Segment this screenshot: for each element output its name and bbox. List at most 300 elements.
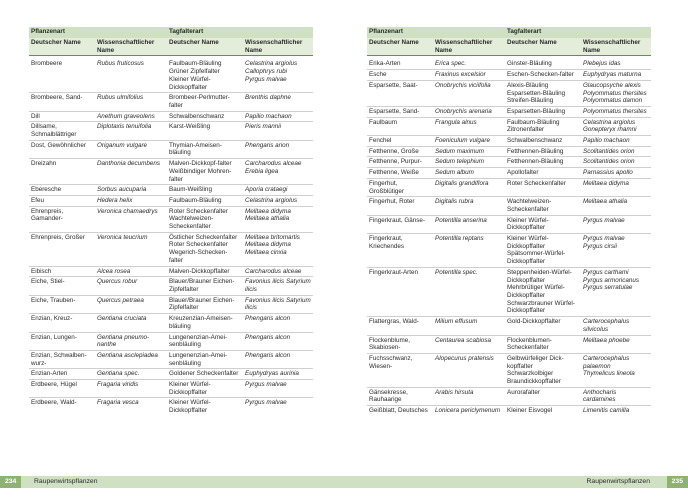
butterfly-german-names bbox=[505, 215, 581, 233]
plant-scientific-name: Foeniculum vulgare bbox=[433, 136, 505, 147]
butterfly-german-name: Fetthennen-Bläuling bbox=[507, 147, 564, 155]
butterfly-scientific-names bbox=[581, 157, 651, 168]
butterfly-german-names bbox=[505, 80, 581, 106]
table-row bbox=[29, 369, 313, 380]
table-row bbox=[29, 206, 313, 232]
butterfly-german-names bbox=[167, 111, 243, 122]
plant-scientific-name: Sedum maximum bbox=[433, 146, 505, 157]
table-row bbox=[367, 80, 651, 106]
plant-scientific-name: Rubus fruticosus bbox=[97, 60, 144, 68]
butterfly-scientific-names bbox=[581, 197, 651, 215]
butterfly-german-name: Streifen-Bläuling bbox=[507, 97, 554, 105]
plant-scientific-name: Milium effusum bbox=[433, 317, 505, 335]
butterfly-scientific-name: Favonius ilicis Satyrium ilicis bbox=[245, 296, 311, 312]
butterfly-german-names bbox=[167, 332, 243, 350]
butterfly-german-name: Esparsetten-Bläuling bbox=[507, 89, 566, 97]
plant-scientific-name: Alcea rosea bbox=[95, 266, 167, 277]
butterfly-german-names bbox=[505, 267, 581, 316]
plant-scientific-name: Quercus robur bbox=[95, 277, 167, 295]
table-row bbox=[367, 157, 651, 168]
butterfly-scientific-names bbox=[581, 353, 651, 387]
table-row bbox=[29, 232, 313, 266]
butterfly-scientific-header: Wissenschaftlicher Name bbox=[243, 38, 313, 56]
butterfly-german-name: Gold-Dickkopffalter bbox=[507, 318, 561, 326]
butterfly-german-name: Roter Scheckenfalter bbox=[507, 179, 566, 187]
butterfly-german-names bbox=[505, 146, 581, 157]
butterfly-scientific-name: Brenthis daphne bbox=[245, 94, 291, 102]
table-body bbox=[29, 56, 313, 416]
butterfly-scientific-name: Carterocephalus palaemon bbox=[583, 354, 630, 370]
butterfly-german-name: Kleiner Würfel-Dickkopffalter bbox=[507, 235, 549, 250]
butterfly-scientific-name: Carterocephalus silvicolus bbox=[583, 318, 630, 333]
butterfly-scientific-name: Melitaea athalia bbox=[583, 198, 628, 206]
butterfly-german-name: Schwalbenschwanz bbox=[507, 137, 563, 145]
butterfly-german-name: Blauer/Brauner Eichen-Zipfelfalter bbox=[169, 278, 235, 293]
plant-scientific-name: Onobrychis viciifolia bbox=[433, 80, 505, 106]
butterfly-scientific-names bbox=[581, 117, 651, 135]
butterfly-scientific-names bbox=[243, 185, 313, 196]
plant-scientific-name: Fraxinus excelsior bbox=[433, 70, 505, 81]
plant-german-name: Erika-Arten bbox=[369, 60, 401, 68]
butterfly-german-name: Thymian-Ameisen-bläuling bbox=[169, 141, 222, 157]
butterfly-scientific-name: Favonius ilicis Satyrium ilicis bbox=[245, 278, 311, 293]
butterfly-german-name: Weißbindiger Mohren-falter bbox=[169, 167, 232, 183]
plant-german-name: Brombeere bbox=[31, 60, 63, 68]
plant-german-name: Fingerkraut, Gänse- bbox=[367, 215, 433, 233]
butterfly-scientific-name: Polyommatus thersites bbox=[583, 107, 647, 115]
butterfly-german-name: Malven-Dickkopffalter bbox=[169, 267, 230, 275]
plant-german-header: Deutscher Name bbox=[367, 38, 433, 56]
butterfly-scientific-names bbox=[243, 332, 313, 350]
butterfly-german-name: Roter Scheckenfalter bbox=[169, 241, 228, 249]
butterfly-german-name: Wachtelweizen-Scheckenfalter bbox=[169, 215, 214, 231]
butterfly-german-names bbox=[167, 140, 243, 158]
plant-german-name: Ehrenpreis, Großer bbox=[29, 232, 95, 266]
host-plant-table-right bbox=[367, 27, 651, 416]
butterfly-german-name: Zitronenfalter bbox=[507, 126, 545, 134]
table-row bbox=[367, 353, 651, 387]
plant-german-name: Enzian, Lungen- bbox=[29, 332, 95, 350]
butterfly-german-names bbox=[505, 317, 581, 335]
plant-scientific-name: Hedera helix bbox=[95, 195, 167, 206]
table-body bbox=[367, 56, 651, 416]
butterfly-german-name: Schwarzkolbiger Braundickkopffalter bbox=[507, 370, 561, 386]
butterfly-scientific-name: Euphydryas aurinia bbox=[245, 370, 299, 378]
butterfly-scientific-name: Pyrgus malvae bbox=[245, 381, 287, 389]
butterfly-scientific-names bbox=[243, 232, 313, 266]
butterfly-german-names bbox=[505, 335, 581, 353]
table-row bbox=[29, 122, 313, 140]
butterfly-scientific-name: Callophrys rubi bbox=[245, 68, 288, 76]
butterfly-scientific-names bbox=[243, 350, 313, 368]
table-row bbox=[367, 168, 651, 179]
plant-group-header: Pflanzenart bbox=[29, 27, 167, 38]
butterfly-scientific-name: Pyrgus malvae bbox=[583, 216, 625, 224]
butterfly-german-names bbox=[505, 136, 581, 147]
page-number: 235 bbox=[667, 476, 688, 488]
butterfly-scientific-name: Pyrgus malvae bbox=[583, 235, 625, 243]
butterfly-german-name: Östlicher Scheckenfalter bbox=[169, 233, 238, 241]
plant-german-name: Enzian, Kreuz- bbox=[29, 314, 95, 332]
butterfly-scientific-names bbox=[243, 398, 313, 416]
plant-scientific-name: Sorbus aucuparia bbox=[95, 185, 167, 196]
butterfly-german-name: Wachtelweizen-Scheckenfalter bbox=[507, 198, 552, 213]
plant-scientific-name: Digitalis rubra bbox=[433, 197, 505, 215]
plant-german-name: Fetthenne, Purpur- bbox=[367, 157, 433, 168]
butterfly-scientific-names bbox=[581, 80, 651, 106]
plant-german-name: Esche bbox=[367, 70, 433, 81]
table-row bbox=[367, 234, 651, 268]
butterfly-german-name: Apollofalter bbox=[507, 169, 539, 177]
butterfly-german-name: Faulbaum-Bläuling bbox=[169, 60, 222, 68]
plant-scientific-name: Centaurea scabiosa bbox=[433, 335, 505, 353]
plant-scientific-name: Gentiana asclepiadea bbox=[95, 350, 167, 368]
butterfly-german-names bbox=[167, 185, 243, 196]
table-row bbox=[29, 295, 313, 313]
table-row bbox=[29, 398, 313, 416]
plant-scientific-name: Danthonia decumbens bbox=[95, 159, 167, 185]
plant-scientific-name: Gentiana spec. bbox=[95, 369, 167, 380]
plant-german-name: Eibisch bbox=[29, 266, 95, 277]
butterfly-german-name: Eschen-Schecken-falter bbox=[507, 71, 574, 79]
butterfly-scientific-names bbox=[243, 266, 313, 277]
butterfly-german-name: Schwalbenschwanz bbox=[169, 112, 225, 120]
butterfly-scientific-names bbox=[581, 387, 651, 405]
butterfly-scientific-name: Pyrgus armoricanus bbox=[583, 276, 640, 284]
plant-german-name: Faulbaum bbox=[367, 117, 433, 135]
plant-scientific-name: Fragaria viridis bbox=[95, 380, 167, 398]
plant-german-name: Esparsette, Saat- bbox=[367, 80, 433, 106]
plant-german-name: Fingerkraut-Arten bbox=[367, 267, 433, 316]
butterfly-scientific-name: Papilio machaon bbox=[245, 112, 292, 120]
butterfly-scientific-name: Phengaris alcon bbox=[245, 333, 291, 341]
butterfly-scientific-names bbox=[243, 111, 313, 122]
plant-german-name: Fenchel bbox=[367, 136, 433, 147]
butterfly-scientific-names bbox=[243, 93, 313, 111]
plant-scientific-name: Potentilla spec. bbox=[433, 267, 505, 316]
plant-german-name: Erdbeere, Hügel bbox=[29, 380, 95, 398]
plant-scientific-name: Potentilla reptans bbox=[433, 234, 505, 268]
butterfly-scientific-name: Papilio machaon bbox=[583, 137, 630, 145]
butterfly-scientific-name: Polyommatus thersites bbox=[583, 89, 647, 97]
butterfly-german-name: Spätsommer-Würfel-Dickkopffalter bbox=[507, 250, 566, 266]
butterfly-scientific-name: Scolitantides orion bbox=[583, 147, 635, 155]
butterfly-german-name: Karst-Weißling bbox=[169, 123, 211, 131]
table-row bbox=[367, 56, 651, 70]
table-row bbox=[367, 267, 651, 316]
butterfly-german-name: Aurorafalter bbox=[507, 388, 540, 396]
plant-german-name: Efeu bbox=[29, 195, 95, 206]
butterfly-german-names bbox=[167, 350, 243, 368]
butterfly-german-name: Faulbaum-Bläuling bbox=[169, 196, 222, 204]
butterfly-german-name: Kreuzenzian-Ameisen-bläuling bbox=[169, 315, 233, 330]
plant-german-header: Deutscher Name bbox=[29, 38, 95, 56]
plant-german-name: Enzian-Arten bbox=[29, 369, 95, 380]
plant-german-name: Fetthenne, Große bbox=[367, 146, 433, 157]
butterfly-scientific-name: Polyommatus damon bbox=[583, 97, 643, 105]
butterfly-german-header: Deutscher Name bbox=[167, 38, 243, 56]
table-row bbox=[367, 106, 651, 117]
butterfly-scientific-names bbox=[581, 335, 651, 353]
butterfly-german-name: Faulbaum-Bläuling bbox=[507, 118, 560, 126]
table-row bbox=[29, 159, 313, 185]
table-row bbox=[29, 380, 313, 398]
butterfly-scientific-names bbox=[243, 206, 313, 232]
butterfly-scientific-names bbox=[581, 234, 651, 268]
butterfly-scientific-name: Melitaea britomartis bbox=[245, 233, 300, 241]
page-footer bbox=[344, 476, 688, 488]
plant-german-name: Eberesche bbox=[29, 185, 95, 196]
butterfly-german-name: Kleiner Eisvogel bbox=[507, 407, 553, 415]
plant-scientific-name: Potentilla anserina bbox=[433, 215, 505, 233]
butterfly-german-name: Alexis-Bläuling bbox=[507, 81, 549, 89]
butterfly-scientific-name: Phengaris arion bbox=[245, 141, 290, 149]
butterfly-scientific-names bbox=[243, 369, 313, 380]
butterfly-scientific-name: Melitaea didyma bbox=[245, 241, 291, 249]
butterfly-scientific-name: Pieris mannii bbox=[245, 123, 282, 131]
butterfly-scientific-names bbox=[581, 178, 651, 196]
butterfly-german-name: Esparsetten-Bläuling bbox=[507, 107, 566, 115]
plant-german-name: Fingerkraut, Kriechendes bbox=[367, 234, 433, 268]
butterfly-scientific-name: Celastrina argiolus bbox=[245, 60, 298, 68]
butterfly-german-names bbox=[167, 277, 243, 295]
plant-german-name: Fingerhut, Roter bbox=[367, 197, 433, 215]
butterfly-german-name: Lungenenzian-Amei-senbläuling bbox=[169, 333, 228, 349]
butterfly-scientific-name: Carcharodus alceae bbox=[245, 267, 302, 275]
butterfly-scientific-name: Parnassius apollo bbox=[583, 169, 633, 177]
butterfly-scientific-names bbox=[581, 56, 651, 70]
butterfly-german-names bbox=[505, 168, 581, 179]
butterfly-german-names bbox=[505, 178, 581, 196]
butterfly-scientific-names bbox=[581, 146, 651, 157]
plant-german-name: Brombeere, Sand- bbox=[29, 93, 95, 111]
butterfly-german-names bbox=[505, 406, 581, 416]
butterfly-scientific-name: Celastrina argiolus bbox=[245, 196, 298, 204]
butterfly-scientific-names bbox=[243, 195, 313, 206]
butterfly-scientific-names bbox=[243, 159, 313, 185]
butterfly-german-names bbox=[505, 387, 581, 405]
plant-german-name: Dillsame, Schmalblättriger bbox=[29, 122, 95, 140]
butterfly-scientific-names bbox=[243, 122, 313, 140]
plant-german-name: Flockenblume, Skabiosen- bbox=[367, 335, 433, 353]
plant-german-name: Eiche, Stiel- bbox=[29, 277, 95, 295]
table-row bbox=[367, 387, 651, 405]
plant-german-name: Fuchsschwanz, Wiesen- bbox=[367, 353, 433, 387]
butterfly-german-name: Brombeer-Perlmutter-falter bbox=[169, 94, 230, 109]
butterfly-scientific-names bbox=[581, 267, 651, 316]
butterfly-scientific-name: Melitaea cinxia bbox=[245, 249, 287, 257]
plant-german-name: Dost, Gewöhnlicher bbox=[29, 140, 95, 158]
butterfly-scientific-names bbox=[581, 70, 651, 81]
butterfly-german-names bbox=[505, 117, 581, 135]
butterfly-german-name: Malven-Dickkopf-falter bbox=[169, 160, 232, 168]
host-plant-table-left bbox=[29, 27, 313, 416]
table-row bbox=[29, 111, 313, 122]
butterfly-german-names bbox=[167, 159, 243, 185]
plant-german-name: Gänsekresse, Rauhaarige bbox=[367, 387, 433, 405]
plant-scientific-name: Lonicera periclymenum bbox=[433, 406, 505, 416]
table-row bbox=[367, 406, 651, 416]
plant-scientific-name: Gentiana cruciata bbox=[95, 314, 167, 332]
butterfly-german-names bbox=[505, 197, 581, 215]
butterfly-german-names bbox=[505, 106, 581, 117]
table-row bbox=[29, 140, 313, 158]
butterfly-german-names bbox=[505, 157, 581, 168]
butterfly-scientific-name: Thymelicus lineola bbox=[583, 370, 635, 378]
plant-scientific-name: Diplotaxis tenuifolia bbox=[95, 122, 167, 140]
plant-scientific-name: Frangula alnus bbox=[433, 117, 505, 135]
butterfly-scientific-name: Celastrina argiolus bbox=[583, 118, 636, 126]
butterfly-scientific-name: Anthocharis cardamines bbox=[583, 388, 617, 404]
butterfly-german-names bbox=[167, 56, 243, 93]
butterfly-german-names bbox=[167, 232, 243, 266]
butterfly-scientific-names bbox=[243, 56, 313, 93]
butterfly-german-names bbox=[505, 234, 581, 268]
plant-scientific-name: Sedum telephium bbox=[433, 157, 505, 168]
butterfly-german-name: Flockenblumen-Scheckenfalter bbox=[507, 336, 552, 352]
butterfly-scientific-name: Pyrgus malvae bbox=[245, 75, 287, 83]
plant-scientific-name: Veronica teucrium bbox=[95, 232, 167, 266]
table-row bbox=[29, 266, 313, 277]
butterfly-scientific-names bbox=[243, 295, 313, 313]
plant-scientific-name: Fragaria vesca bbox=[95, 398, 167, 416]
plant-scientific-name: Origanum vulgare bbox=[95, 140, 167, 158]
butterfly-scientific-names bbox=[243, 314, 313, 332]
butterfly-german-name: Baum-Weißling bbox=[169, 186, 212, 194]
table-row bbox=[367, 117, 651, 135]
butterfly-german-names bbox=[167, 295, 243, 313]
plant-scientific-name: Quercus petraea bbox=[95, 295, 167, 313]
butterfly-german-name: Mehrbrütiger Würfel-Dickkopffalter bbox=[507, 284, 565, 299]
butterfly-german-names bbox=[167, 369, 243, 380]
footer-title: Raupenwirtspflanzen bbox=[586, 478, 650, 485]
butterfly-german-name: Schwarzbrauner Würfel-Dickkopffalter bbox=[507, 299, 575, 315]
butterfly-scientific-name: Phengaris alcon bbox=[245, 315, 291, 323]
table-row bbox=[29, 56, 313, 93]
butterfly-scientific-name: Pyrgus cirsii bbox=[583, 242, 617, 250]
plant-german-name: Flattergras, Wald- bbox=[367, 317, 433, 335]
butterfly-scientific-name: Erebia ligea bbox=[245, 167, 279, 175]
butterfly-scientific-names bbox=[243, 277, 313, 295]
butterfly-german-name: Kleiner Würfel-Dickkopffalter bbox=[169, 75, 211, 91]
table-row bbox=[29, 314, 313, 332]
table-row bbox=[29, 185, 313, 196]
butterfly-german-name: Gelbwürfeliger Dick-kopffalter bbox=[507, 354, 564, 370]
plant-german-name: Fingerhut, Großblütiger bbox=[367, 178, 433, 196]
plant-german-name: Eiche, Trauben- bbox=[29, 295, 95, 313]
plant-german-name: Dill bbox=[29, 111, 95, 122]
table-row bbox=[367, 178, 651, 196]
butterfly-german-names bbox=[505, 353, 581, 387]
table-row bbox=[29, 332, 313, 350]
butterfly-scientific-names bbox=[243, 380, 313, 398]
butterfly-scientific-names bbox=[581, 317, 651, 335]
page-footer bbox=[0, 476, 344, 488]
plant-scientific-name: Anethum graveolens bbox=[95, 111, 167, 122]
butterfly-scientific-name: Plebejus idas bbox=[583, 60, 621, 68]
plant-scientific-name: Arabis hirsuta bbox=[433, 387, 505, 405]
butterfly-scientific-names bbox=[581, 136, 651, 147]
butterfly-german-name: Fetthennen-Bläuling bbox=[507, 158, 564, 166]
plant-scientific-name: Rubus ulmifolius bbox=[95, 93, 167, 111]
plant-german-name: Geißblatt, Deutsches bbox=[367, 406, 433, 416]
butterfly-scientific-name: Phengaris alcon bbox=[245, 351, 291, 359]
butterfly-german-names bbox=[167, 266, 243, 277]
table-row bbox=[367, 215, 651, 233]
butterfly-german-name: Kleiner Würfel-Dickkopffalter bbox=[169, 381, 211, 396]
butterfly-scientific-header: Wissenschaftlicher Name bbox=[581, 38, 651, 56]
butterfly-german-name: Grüner Zipfelfalter bbox=[169, 68, 220, 76]
butterfly-german-name: Roter Scheckenfalter bbox=[169, 207, 228, 215]
table-row bbox=[367, 136, 651, 147]
butterfly-german-names bbox=[167, 206, 243, 232]
table-row bbox=[29, 195, 313, 206]
butterfly-scientific-name: Melitaea athalia bbox=[245, 215, 290, 223]
butterfly-german-name: Kleiner Würfel-Dickkopffalter bbox=[507, 216, 549, 232]
butterfly-scientific-name: Melitaea didyma bbox=[245, 207, 291, 215]
butterfly-german-names bbox=[167, 122, 243, 140]
butterfly-scientific-names bbox=[581, 168, 651, 179]
table-row bbox=[367, 317, 651, 335]
butterfly-scientific-names bbox=[581, 406, 651, 416]
butterfly-scientific-name: Glaucopsyche alexis bbox=[583, 81, 641, 89]
butterfly-scientific-names bbox=[581, 106, 651, 117]
butterfly-group-header: Tagfalterart bbox=[167, 27, 313, 38]
plant-group-header: Pflanzenart bbox=[367, 27, 505, 38]
right-page bbox=[344, 0, 688, 503]
plant-scientific-name: Sedum album bbox=[433, 168, 505, 179]
butterfly-german-names bbox=[167, 314, 243, 332]
butterfly-scientific-name: Pyrgus malvae bbox=[245, 399, 287, 407]
plant-scientific-name: Digitalis grandiflora bbox=[433, 178, 505, 196]
table-row bbox=[367, 335, 651, 353]
plant-scientific-header: Wissenschaftlicher Name bbox=[433, 38, 505, 56]
butterfly-scientific-names bbox=[581, 215, 651, 233]
butterfly-scientific-names bbox=[243, 140, 313, 158]
table-row bbox=[367, 197, 651, 215]
butterfly-scientific-name: Melitaea phoebe bbox=[583, 336, 630, 344]
plant-scientific-header: Wissenschaftlicher Name bbox=[95, 38, 167, 56]
butterfly-german-names bbox=[505, 56, 581, 70]
plant-scientific-name: Erica spec. bbox=[435, 60, 467, 68]
butterfly-german-name: Lungenenzian-Amei-senbläuling bbox=[169, 351, 228, 367]
butterfly-german-header: Deutscher Name bbox=[505, 38, 581, 56]
butterfly-german-name: Goldener Scheckenfalter bbox=[169, 370, 239, 378]
butterfly-german-name: Kleiner Würfel-Dickkopffalter bbox=[169, 399, 211, 415]
butterfly-scientific-name: Limenitis camilla bbox=[583, 407, 630, 415]
butterfly-german-names bbox=[167, 93, 243, 111]
butterfly-german-name: Steppenheiden-Würfel-Dickkopffalter bbox=[507, 268, 572, 284]
butterfly-german-names bbox=[505, 70, 581, 81]
plant-scientific-name: Veronica chamaedrys bbox=[95, 206, 167, 232]
table-row bbox=[29, 350, 313, 368]
butterfly-german-names bbox=[167, 195, 243, 206]
butterfly-scientific-name: Pyrgus serratulae bbox=[583, 284, 633, 292]
butterfly-german-names bbox=[167, 398, 243, 416]
plant-scientific-name: Onobrychis arenaria bbox=[433, 106, 505, 117]
butterfly-german-name: Ginster-Bläuling bbox=[507, 60, 552, 68]
butterfly-german-names bbox=[167, 380, 243, 398]
plant-german-name: Fetthenne, Weiße bbox=[367, 168, 433, 179]
plant-german-name: Ehrenpreis, Gamander- bbox=[29, 206, 95, 232]
page-number: 234 bbox=[0, 476, 21, 488]
plant-german-name: Esparsette, Sand- bbox=[367, 106, 433, 117]
butterfly-german-name: Blauer/Brauner Eichen-Zipfelfalter bbox=[169, 296, 235, 312]
butterfly-scientific-name: Melitaea didyma bbox=[583, 179, 629, 187]
table-row bbox=[367, 146, 651, 157]
table-row bbox=[367, 70, 651, 81]
table-row bbox=[29, 93, 313, 111]
